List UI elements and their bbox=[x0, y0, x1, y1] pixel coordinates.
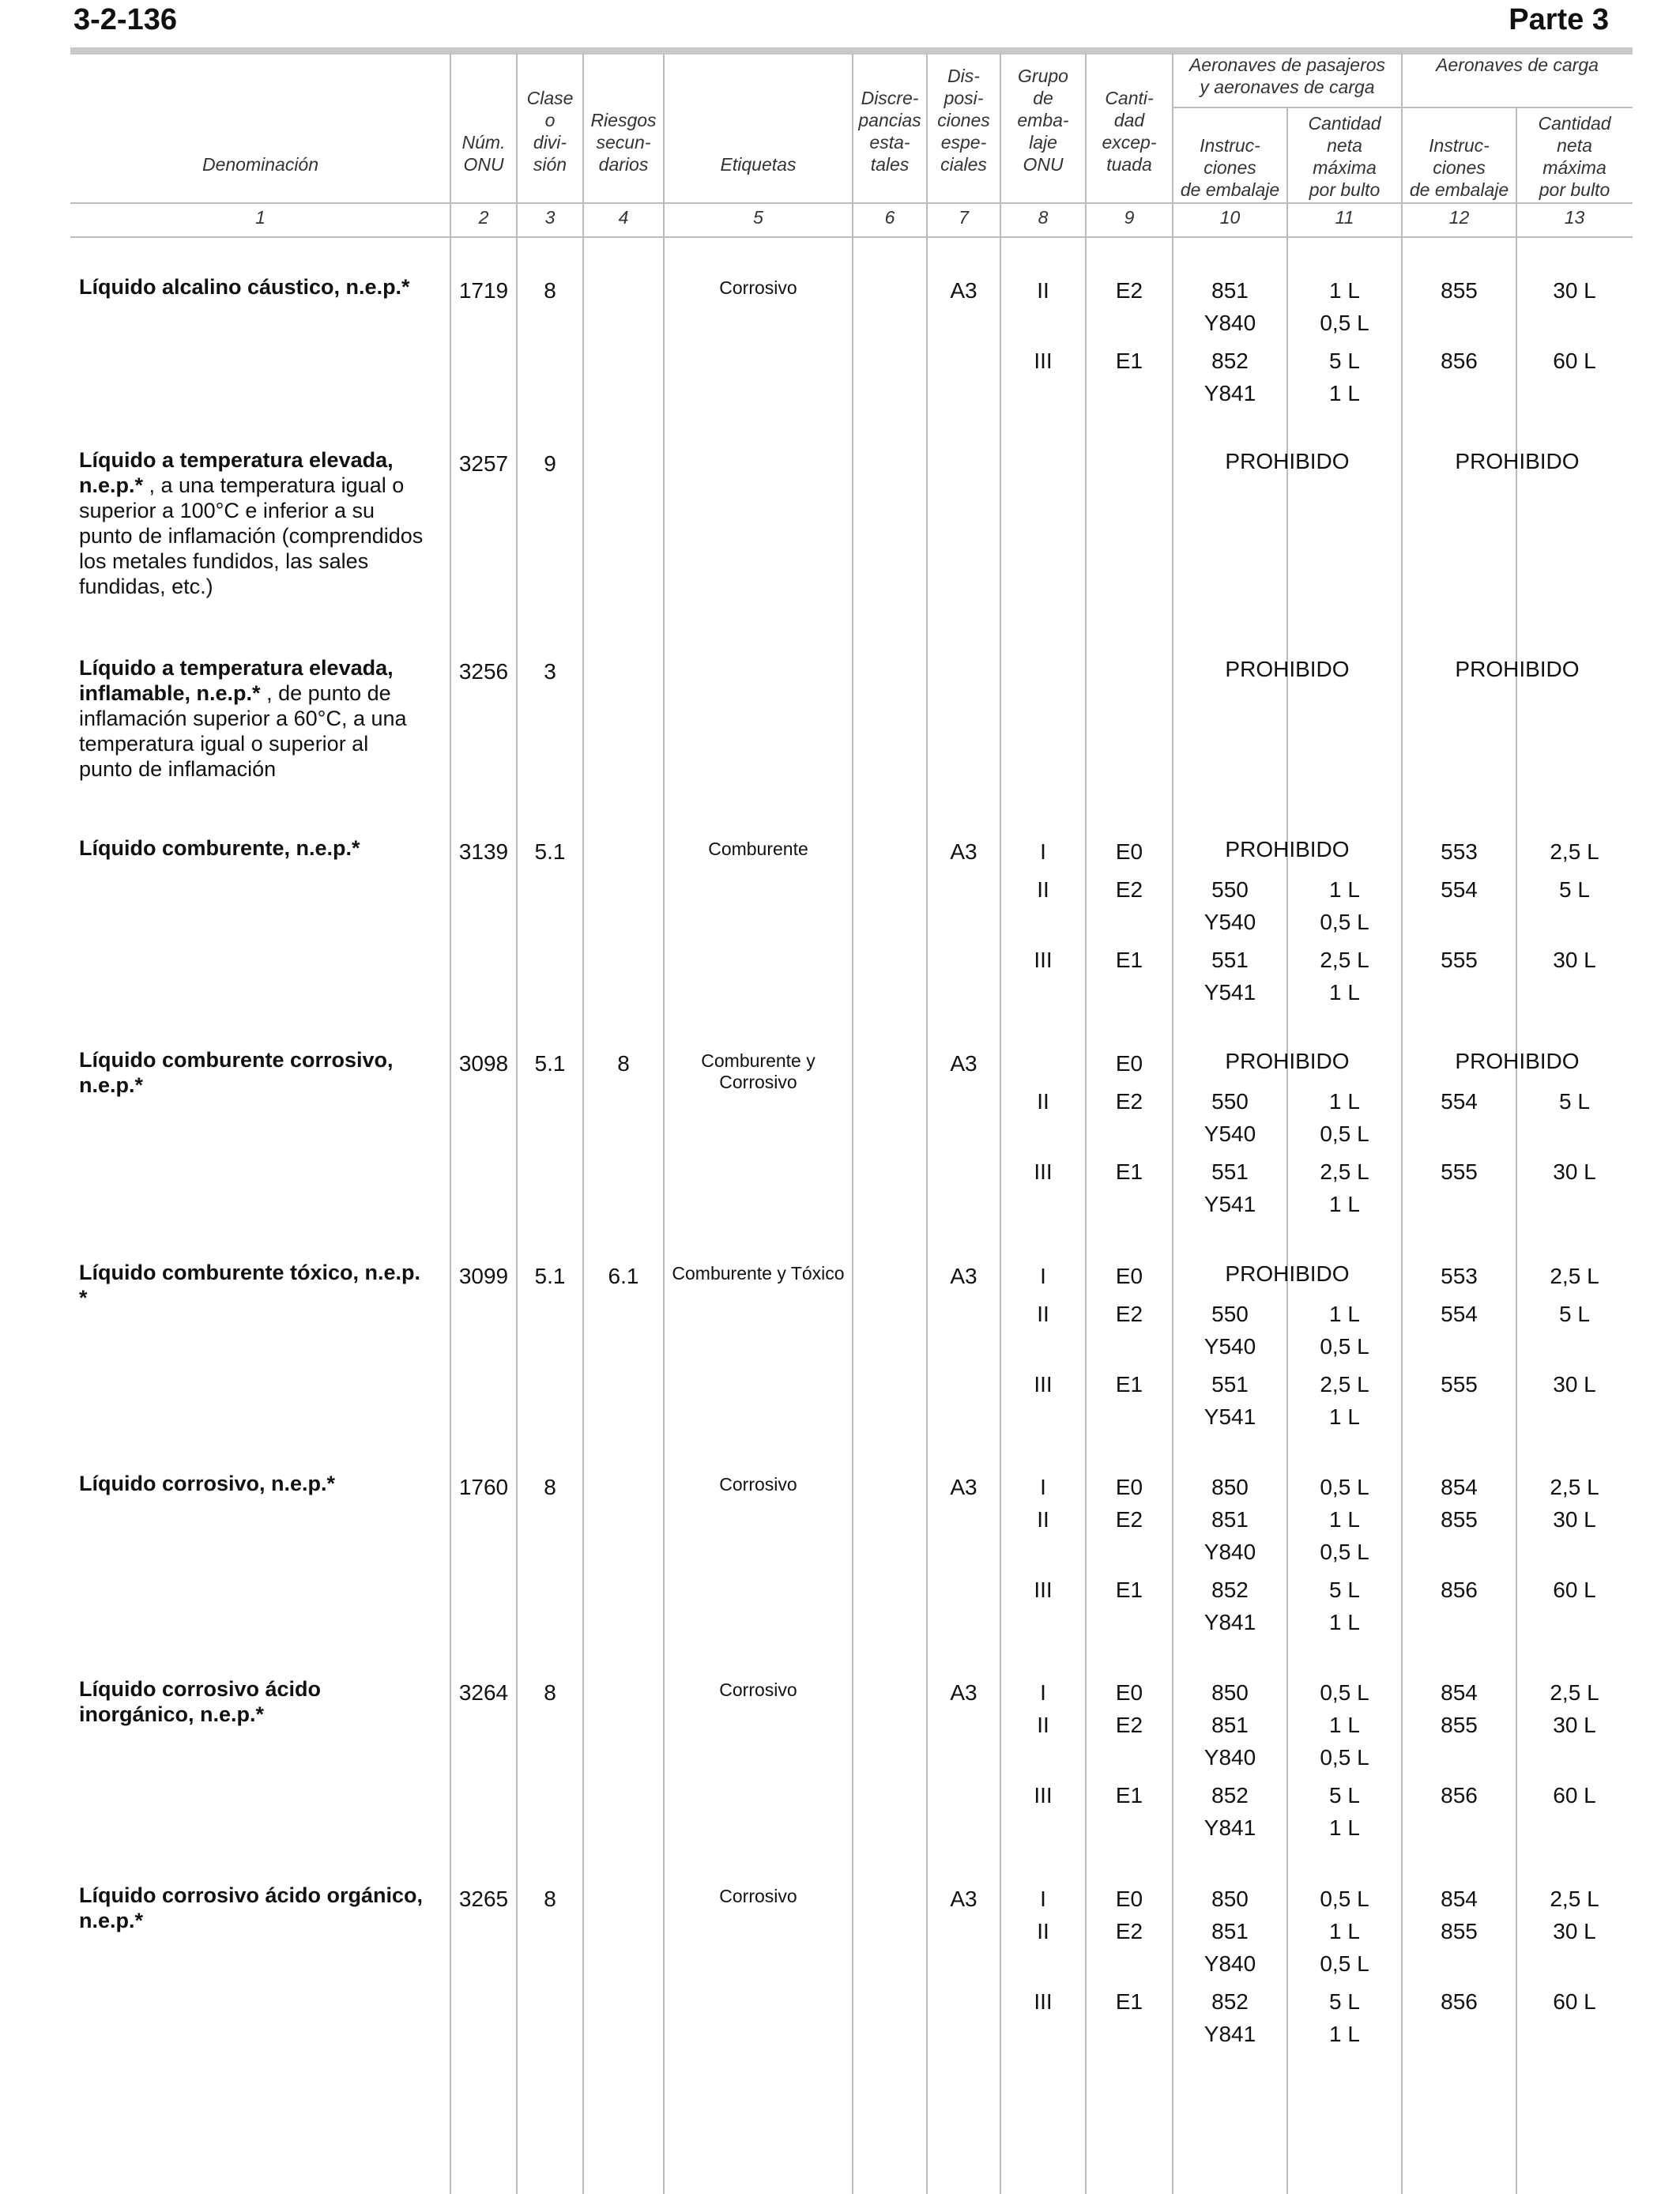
cargo-packing-instruction: 555 bbox=[1441, 948, 1478, 972]
cargo-packing-instruction: 856 bbox=[1441, 1989, 1478, 2014]
pax-packing-instruction: 852 bbox=[1211, 1783, 1249, 1808]
un-number: 1719 bbox=[458, 278, 509, 303]
pax-packing-instruction: 551 bbox=[1211, 1372, 1249, 1397]
packing-group: I bbox=[1040, 1264, 1046, 1288]
pax-max-quantity: 1 L bbox=[1329, 1507, 1360, 1532]
pax-max-quantity: 0,5 L bbox=[1320, 1540, 1369, 1564]
pax-max-quantity: 1 L bbox=[1329, 1919, 1360, 1943]
cargo-max-quantity: 30 L bbox=[1553, 1919, 1596, 1943]
pax-max-quantity: 5 L bbox=[1329, 1989, 1360, 2014]
pax-max-quantity: 1 L bbox=[1329, 381, 1360, 405]
substance-name bbox=[79, 274, 444, 300]
un-number: 3264 bbox=[458, 1680, 509, 1705]
cargo-packing-instruction: 854 bbox=[1441, 1887, 1478, 1911]
cargo-packing-instruction: 554 bbox=[1441, 877, 1478, 902]
packing-group: III bbox=[1034, 1989, 1053, 2014]
cargo-packing-instruction: 555 bbox=[1441, 1372, 1478, 1397]
substance-name-bold: Líquido alcalino cáustico, n.e.p.* bbox=[79, 275, 410, 299]
packing-group: I bbox=[1040, 1887, 1046, 1911]
pax-packing-instruction: Y840 bbox=[1203, 311, 1256, 335]
substance-name bbox=[79, 835, 444, 861]
pax-packing-instruction: 851 bbox=[1211, 1919, 1249, 1943]
pax-packing-instruction: 851 bbox=[1211, 1507, 1249, 1532]
pax-packing-instruction: Y840 bbox=[1203, 1745, 1256, 1770]
substance-name bbox=[79, 1260, 444, 1310]
hazard-labels: Comburente bbox=[708, 839, 808, 859]
special-provisions: A3 bbox=[950, 1051, 977, 1076]
col-number: 12 bbox=[1448, 207, 1470, 228]
substance-name bbox=[79, 1047, 444, 1098]
excepted-quantity: E2 bbox=[1115, 278, 1143, 303]
hazard-class: 8 bbox=[544, 1475, 556, 1499]
cargo-max-quantity: 2,5 L bbox=[1550, 1680, 1599, 1705]
col-header-packing-group: Grupo de emba- laje ONU bbox=[1017, 66, 1069, 175]
substance-name-bold: Líquido a temperatura elevada, n.e.p.* bbox=[79, 448, 394, 497]
cargo-max-quantity: 2,5 L bbox=[1550, 839, 1599, 864]
excepted-quantity: E2 bbox=[1115, 1713, 1143, 1737]
cargo-packing-instruction: 553 bbox=[1441, 839, 1478, 864]
pax-packing-instruction: Y541 bbox=[1203, 1192, 1256, 1216]
pax-packing-instruction: 852 bbox=[1211, 1989, 1249, 2014]
pax-max-quantity: 0,5 L bbox=[1320, 910, 1369, 934]
packing-group: III bbox=[1034, 1372, 1053, 1397]
col-header-name: Denominación bbox=[202, 154, 319, 175]
cargo-max-quantity: 2,5 L bbox=[1550, 1887, 1599, 1911]
forbidden-passenger: PROHIBIDO bbox=[1225, 1261, 1350, 1286]
excepted-quantity: E0 bbox=[1115, 839, 1143, 864]
packing-group: II bbox=[1037, 1089, 1049, 1114]
packing-group: II bbox=[1037, 278, 1049, 303]
pax-packing-instruction: 852 bbox=[1211, 349, 1249, 373]
col-number: 6 bbox=[884, 207, 895, 228]
hazard-class: 5.1 bbox=[534, 1264, 566, 1288]
cargo-packing-instruction: 854 bbox=[1441, 1680, 1478, 1705]
pax-max-quantity: 0,5 L bbox=[1320, 311, 1369, 335]
cargo-packing-instruction: 856 bbox=[1441, 1783, 1478, 1808]
excepted-quantity: E1 bbox=[1115, 1578, 1143, 1602]
cargo-max-quantity: 30 L bbox=[1553, 1372, 1596, 1397]
special-provisions: A3 bbox=[950, 1680, 977, 1705]
pax-max-quantity: 5 L bbox=[1329, 1578, 1360, 1602]
pax-max-quantity: 0,5 L bbox=[1320, 1745, 1369, 1770]
hazard-class: 9 bbox=[544, 451, 556, 476]
pax-packing-instruction: 550 bbox=[1211, 877, 1249, 902]
excepted-quantity: E0 bbox=[1115, 1887, 1143, 1911]
cargo-packing-instruction: 554 bbox=[1441, 1089, 1478, 1114]
packing-group: III bbox=[1034, 948, 1053, 972]
excepted-quantity: E2 bbox=[1115, 1919, 1143, 1943]
hazard-labels: Corrosivo bbox=[719, 1474, 797, 1495]
pax-max-quantity: 1 L bbox=[1329, 278, 1360, 303]
packing-group: II bbox=[1037, 1919, 1049, 1943]
forbidden-cargo: PROHIBIDO bbox=[1455, 657, 1580, 681]
pax-packing-instruction: 852 bbox=[1211, 1578, 1249, 1602]
pax-packing-instruction: Y840 bbox=[1203, 1951, 1256, 1976]
page-number: 3-2-136 bbox=[73, 3, 177, 36]
special-provisions: A3 bbox=[950, 1475, 977, 1499]
substance-name-bold: Líquido corrosivo, n.e.p.* bbox=[79, 1472, 336, 1495]
excepted-quantity: E0 bbox=[1115, 1051, 1143, 1076]
cargo-max-quantity: 60 L bbox=[1553, 349, 1596, 373]
pax-max-quantity: 0,5 L bbox=[1320, 1951, 1369, 1976]
un-number: 1760 bbox=[458, 1475, 509, 1499]
pax-packing-instruction: 551 bbox=[1211, 1159, 1249, 1184]
forbidden-passenger: PROHIBIDO bbox=[1225, 449, 1350, 473]
pax-max-quantity: 2,5 L bbox=[1320, 948, 1369, 972]
un-number: 3265 bbox=[458, 1887, 509, 1911]
hazard-class: 8 bbox=[544, 278, 556, 303]
substance-name-detail: , de punto de inflamación superior a 60°C, a una temperatura igual o superior al punto de inflamación bbox=[79, 681, 407, 781]
pax-max-quantity: 0,5 L bbox=[1320, 1887, 1369, 1911]
excepted-quantity: E0 bbox=[1115, 1475, 1143, 1499]
excepted-quantity: E2 bbox=[1115, 877, 1143, 902]
pax-packing-instruction: 850 bbox=[1211, 1680, 1249, 1705]
pax-packing-instruction: 851 bbox=[1211, 278, 1249, 303]
col-header-passenger-aircraft: Aeronaves de pasajeros y aeronaves de carga bbox=[1188, 55, 1386, 97]
pax-max-quantity: 1 L bbox=[1329, 1192, 1360, 1216]
pax-packing-instruction: 851 bbox=[1211, 1713, 1249, 1737]
un-number: 3256 bbox=[458, 659, 509, 684]
col-header-un-number: Núm. ONU bbox=[461, 132, 506, 175]
col-header-labels: Etiquetas bbox=[720, 154, 797, 175]
pax-packing-instruction: Y841 bbox=[1203, 2022, 1256, 2046]
substance-name bbox=[79, 1471, 444, 1496]
cargo-max-quantity: 60 L bbox=[1553, 1578, 1596, 1602]
subsidiary-risk: 8 bbox=[617, 1051, 630, 1076]
cargo-max-quantity: 2,5 L bbox=[1550, 1475, 1599, 1499]
packing-group: III bbox=[1034, 1783, 1053, 1808]
pax-max-quantity: 1 L bbox=[1329, 2022, 1360, 2046]
substance-name bbox=[79, 1676, 444, 1727]
col-header-excepted-quantity: Canti- dad excep- tuada bbox=[1102, 88, 1157, 175]
cargo-packing-instruction: 553 bbox=[1441, 1264, 1478, 1288]
hazard-class: 8 bbox=[544, 1887, 556, 1911]
forbidden-cargo: PROHIBIDO bbox=[1455, 1049, 1580, 1073]
cargo-max-quantity: 5 L bbox=[1559, 1302, 1590, 1326]
cargo-max-quantity: 30 L bbox=[1553, 1713, 1596, 1737]
substance-name bbox=[79, 447, 444, 599]
pax-max-quantity: 1 L bbox=[1329, 1713, 1360, 1737]
excepted-quantity: E2 bbox=[1115, 1089, 1143, 1114]
cargo-packing-instruction: 856 bbox=[1441, 1578, 1478, 1602]
packing-group: I bbox=[1040, 1680, 1046, 1705]
pax-max-quantity: 0,5 L bbox=[1320, 1334, 1369, 1359]
excepted-quantity: E1 bbox=[1115, 1783, 1143, 1808]
packing-group: III bbox=[1034, 1159, 1053, 1184]
pax-packing-instruction: Y540 bbox=[1203, 1122, 1256, 1146]
cargo-packing-instruction: 855 bbox=[1441, 278, 1478, 303]
pax-packing-instruction: Y840 bbox=[1203, 1540, 1256, 1564]
cargo-packing-instruction: 854 bbox=[1441, 1475, 1478, 1499]
packing-group: III bbox=[1034, 349, 1053, 373]
un-number: 3098 bbox=[458, 1051, 509, 1076]
pax-max-quantity: 1 L bbox=[1329, 1815, 1360, 1840]
un-number: 3099 bbox=[458, 1264, 509, 1288]
pax-max-quantity: 5 L bbox=[1329, 1783, 1360, 1808]
packing-group: II bbox=[1037, 1507, 1049, 1532]
excepted-quantity: E2 bbox=[1115, 1302, 1143, 1326]
col-header-cargo-instructions: Instruc- ciones de embalaje bbox=[1409, 135, 1509, 200]
excepted-quantity: E1 bbox=[1115, 948, 1143, 972]
packing-group: I bbox=[1040, 1475, 1046, 1499]
pax-packing-instruction: Y540 bbox=[1203, 1334, 1256, 1359]
hazard-class: 5.1 bbox=[534, 839, 566, 864]
col-header-cargo-aircraft: Aeronaves de carga bbox=[1436, 55, 1599, 75]
pax-max-quantity: 1 L bbox=[1329, 1302, 1360, 1326]
pax-packing-instruction: Y841 bbox=[1203, 1815, 1256, 1840]
un-number: 3257 bbox=[458, 451, 509, 476]
packing-group: II bbox=[1037, 1302, 1049, 1326]
substance-name bbox=[79, 1883, 444, 1933]
part-title: Parte 3 bbox=[1509, 3, 1609, 36]
packing-group: III bbox=[1034, 1578, 1053, 1602]
hazard-labels: Comburente y Tóxico bbox=[672, 1263, 845, 1284]
substance-name bbox=[79, 655, 444, 782]
hazard-class: 3 bbox=[544, 659, 556, 684]
substance-name-bold: Líquido corrosivo ácido orgánico, n.e.p.* bbox=[79, 1883, 424, 1932]
hazard-class: 8 bbox=[544, 1680, 556, 1705]
special-provisions: A3 bbox=[950, 1887, 977, 1911]
cargo-packing-instruction: 855 bbox=[1441, 1919, 1478, 1943]
col-header-pax-quantity: Cantidad neta máxima por bulto bbox=[1308, 113, 1381, 200]
col-number: 1 bbox=[255, 207, 266, 228]
cargo-max-quantity: 2,5 L bbox=[1550, 1264, 1599, 1288]
excepted-quantity: E1 bbox=[1115, 1989, 1143, 2014]
col-number: 11 bbox=[1335, 207, 1354, 228]
col-header-cargo-quantity: Cantidad neta máxima por bulto bbox=[1538, 113, 1611, 200]
pax-packing-instruction: 551 bbox=[1211, 948, 1249, 972]
cargo-packing-instruction: 855 bbox=[1441, 1507, 1478, 1532]
pax-packing-instruction: 550 bbox=[1211, 1089, 1249, 1114]
cargo-max-quantity: 30 L bbox=[1553, 1507, 1596, 1532]
col-header-class: Clase o divi- sión bbox=[526, 88, 574, 175]
pax-max-quantity: 2,5 L bbox=[1320, 1372, 1369, 1397]
cargo-max-quantity: 5 L bbox=[1559, 1089, 1590, 1114]
col-number: 13 bbox=[1564, 207, 1585, 228]
pax-packing-instruction: 850 bbox=[1211, 1475, 1249, 1499]
pax-max-quantity: 1 L bbox=[1329, 1089, 1360, 1114]
packing-group: II bbox=[1037, 877, 1049, 902]
cargo-packing-instruction: 856 bbox=[1441, 349, 1478, 373]
hazard-labels: Corrosivo bbox=[719, 1886, 797, 1906]
subsidiary-risk: 6.1 bbox=[608, 1264, 639, 1288]
hazard-labels: Corrosivo bbox=[719, 1679, 797, 1700]
substance-name-bold: Líquido corrosivo ácido inorgánico, n.e.p.* bbox=[79, 1677, 322, 1726]
cargo-max-quantity: 60 L bbox=[1553, 1783, 1596, 1808]
col-number: 10 bbox=[1219, 207, 1241, 228]
pax-packing-instruction: Y540 bbox=[1203, 910, 1256, 934]
pax-max-quantity: 0,5 L bbox=[1320, 1680, 1369, 1705]
forbidden-passenger: PROHIBIDO bbox=[1225, 837, 1350, 861]
cargo-packing-instruction: 855 bbox=[1441, 1713, 1478, 1737]
col-header-special-provisions: Dis- posi- ciones espe- ciales bbox=[937, 66, 990, 175]
col-number: 8 bbox=[1038, 207, 1049, 228]
cargo-packing-instruction: 554 bbox=[1441, 1302, 1478, 1326]
col-header-state-variations: Discre- pancias esta- tales bbox=[858, 88, 921, 175]
col-number: 9 bbox=[1124, 207, 1135, 228]
cargo-max-quantity: 30 L bbox=[1553, 948, 1596, 972]
pax-max-quantity: 1 L bbox=[1329, 1404, 1360, 1429]
cargo-max-quantity: 30 L bbox=[1553, 1159, 1596, 1184]
excepted-quantity: E1 bbox=[1115, 1159, 1143, 1184]
pax-packing-instruction: Y841 bbox=[1203, 381, 1256, 405]
cargo-max-quantity: 60 L bbox=[1553, 1989, 1596, 2014]
pax-packing-instruction: 850 bbox=[1211, 1887, 1249, 1911]
col-header-pax-instructions: Instruc- ciones de embalaje bbox=[1180, 135, 1280, 200]
col-number: 4 bbox=[618, 207, 629, 228]
forbidden-passenger: PROHIBIDO bbox=[1225, 657, 1350, 681]
excepted-quantity: E0 bbox=[1115, 1680, 1143, 1705]
special-provisions: A3 bbox=[950, 278, 977, 303]
col-header-subsidiary-risk: Riesgos secun- darios bbox=[590, 110, 657, 175]
hazard-labels: Corrosivo bbox=[719, 277, 797, 298]
cargo-packing-instruction: 555 bbox=[1441, 1159, 1478, 1184]
substance-name-bold: Líquido a temperatura elevada, inflamable, n.e.p.* bbox=[79, 656, 394, 705]
col-number: 5 bbox=[753, 207, 763, 228]
pax-packing-instruction: Y541 bbox=[1203, 1404, 1256, 1429]
hazard-class: 5.1 bbox=[534, 1051, 566, 1076]
substance-name-detail: , a una temperatura igual o superior a 100°C e inferior a su punto de inflamación (comprendidos los metales fundidos, las sales fundidas, etc.) bbox=[79, 473, 424, 598]
pax-packing-instruction: Y541 bbox=[1203, 980, 1256, 1005]
forbidden-cargo: PROHIBIDO bbox=[1455, 449, 1580, 473]
cargo-max-quantity: 5 L bbox=[1559, 877, 1590, 902]
substance-name-bold: Líquido comburente, n.e.p.* bbox=[79, 836, 360, 860]
substance-name-bold: Líquido comburente tóxico, n.e.p. * bbox=[79, 1261, 421, 1310]
special-provisions: A3 bbox=[950, 839, 977, 864]
pax-max-quantity: 1 L bbox=[1329, 877, 1360, 902]
pax-max-quantity: 5 L bbox=[1329, 349, 1360, 373]
pax-max-quantity: 0,5 L bbox=[1320, 1475, 1369, 1499]
special-provisions: A3 bbox=[950, 1264, 977, 1288]
pax-max-quantity: 1 L bbox=[1329, 980, 1360, 1005]
excepted-quantity: E0 bbox=[1115, 1264, 1143, 1288]
pax-max-quantity: 1 L bbox=[1329, 1610, 1360, 1634]
pax-max-quantity: 2,5 L bbox=[1320, 1159, 1369, 1184]
hazard-labels: Comburente y Corrosivo bbox=[701, 1050, 816, 1092]
excepted-quantity: E1 bbox=[1115, 349, 1143, 373]
col-number: 3 bbox=[544, 207, 556, 228]
forbidden-passenger: PROHIBIDO bbox=[1225, 1049, 1350, 1073]
substance-name-bold: Líquido comburente corrosivo, n.e.p.* bbox=[79, 1048, 394, 1097]
packing-group: II bbox=[1037, 1713, 1049, 1737]
col-number: 7 bbox=[959, 207, 969, 228]
cargo-max-quantity: 30 L bbox=[1553, 278, 1596, 303]
col-number: 2 bbox=[478, 207, 489, 228]
pax-packing-instruction: 550 bbox=[1211, 1302, 1249, 1326]
pax-max-quantity: 0,5 L bbox=[1320, 1122, 1369, 1146]
excepted-quantity: E1 bbox=[1115, 1372, 1143, 1397]
pax-packing-instruction: Y841 bbox=[1203, 1610, 1256, 1634]
packing-group: I bbox=[1040, 839, 1046, 864]
excepted-quantity: E2 bbox=[1115, 1507, 1143, 1532]
un-number: 3139 bbox=[458, 839, 509, 864]
